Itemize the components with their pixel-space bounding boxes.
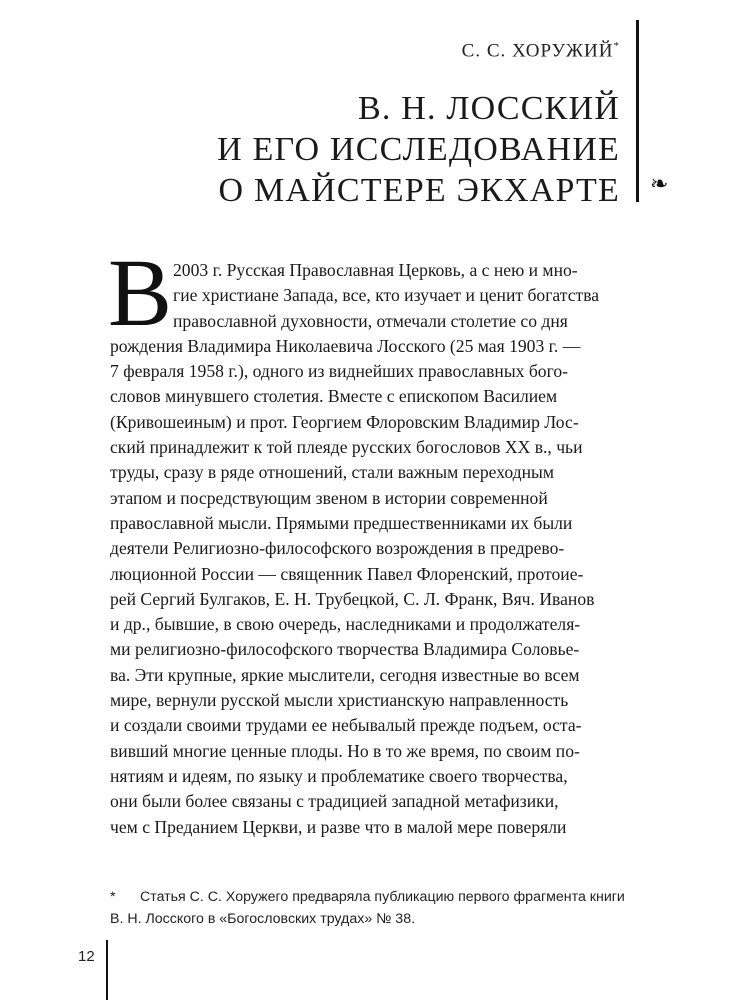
- footnote: [110, 886, 650, 930]
- body-line: словов минувшего столетия. Вместе с епископом Василием: [110, 386, 558, 407]
- body-line: чем с Преданием Церкви, и разве что в малой мере поверяли: [110, 816, 567, 837]
- body-line: православной мысли. Прямыми предшественниками их были: [110, 512, 573, 533]
- drop-cap: В: [108, 239, 173, 346]
- footnote-line: В. Н. Лосского в «Богословских трудах» № 38.: [110, 911, 416, 927]
- body-paragraph: [110, 258, 640, 840]
- footnote-mark: *: [110, 889, 116, 905]
- body-line: люционной России — священник Павел Флоренский, протоие-: [110, 563, 584, 584]
- title-line: И ЕГО ИССЛЕДОВАНИЕ: [217, 131, 620, 168]
- body-line: деятели Религиозно-философского возрождения в предрево-: [110, 538, 565, 559]
- body-line: православной духовности, отмечали столетие со дня: [173, 310, 568, 331]
- body-line: и др., бывшие, в свою очередь, наследниками и продолжателя-: [110, 614, 581, 635]
- body-line: и создали своими трудами ее небывалый прежде подъем, оста-: [110, 715, 582, 736]
- body-line: ва. Эти крупные, яркие мыслители, сегодня известные во всем: [110, 664, 580, 685]
- fleuron-ornament-icon: ❧: [650, 171, 669, 196]
- footnote-line: [110, 886, 650, 908]
- body-line: мире, вернули русской мысли христианскую направленность: [110, 690, 569, 711]
- header-vertical-rule: [636, 20, 639, 202]
- body-line: они были более связаны с традицией западной метафизики,: [110, 791, 559, 812]
- body-line: нятиям и идеям, по языку и проблематике своего творчества,: [110, 765, 568, 786]
- footnote-text: Статья С. С. Хоружего предваряла публикацию первого фрагмента книги: [140, 889, 625, 905]
- body-line: рождения Владимира Николаевича Лосского (25 мая 1903 г. —: [110, 335, 581, 356]
- article-title: [217, 88, 620, 211]
- body-line: рей Сергий Булгаков, Е. Н. Трубецкой, С. Л. Франк, Вяч. Иванов: [110, 588, 595, 609]
- body-line: 2003 г. Русская Православная Церковь, а с нею и мно-: [173, 260, 578, 280]
- author-text: С. С. ХОРУЖИЙ: [461, 40, 614, 62]
- body-line: труды, сразу в ряде отношений, стали важным переходным: [110, 462, 554, 483]
- title-line: О МАЙСТЕРЕ ЭКХАРТЕ: [218, 172, 620, 209]
- author-footnote-mark: *: [613, 40, 620, 52]
- body-line: 7 февраля 1958 г.), одного из виднейших православных бого-: [110, 361, 569, 382]
- body-line: гие христиане Запада, все, кто изучает и ценит богатства: [173, 285, 600, 306]
- page-number: 12: [78, 948, 95, 965]
- body-line: ми религиозно-философского творчества Владимира Соловье-: [110, 639, 580, 660]
- author-name: [462, 40, 620, 62]
- body-line: вивший многие ценные плоды. Но в то же время, по своим по-: [110, 740, 580, 761]
- title-line: В. Н. ЛОССКИЙ: [357, 90, 620, 127]
- footer-vertical-rule: [106, 940, 108, 1000]
- body-line: (Кривошеиным) и прот. Георгием Флоровским Владимир Лос-: [110, 411, 579, 432]
- body-line: этапом и посредствующим звеном в истории современной: [110, 487, 548, 508]
- body-line: ский принадлежит к той плеяде русских богословов XX в., чьи: [110, 437, 583, 458]
